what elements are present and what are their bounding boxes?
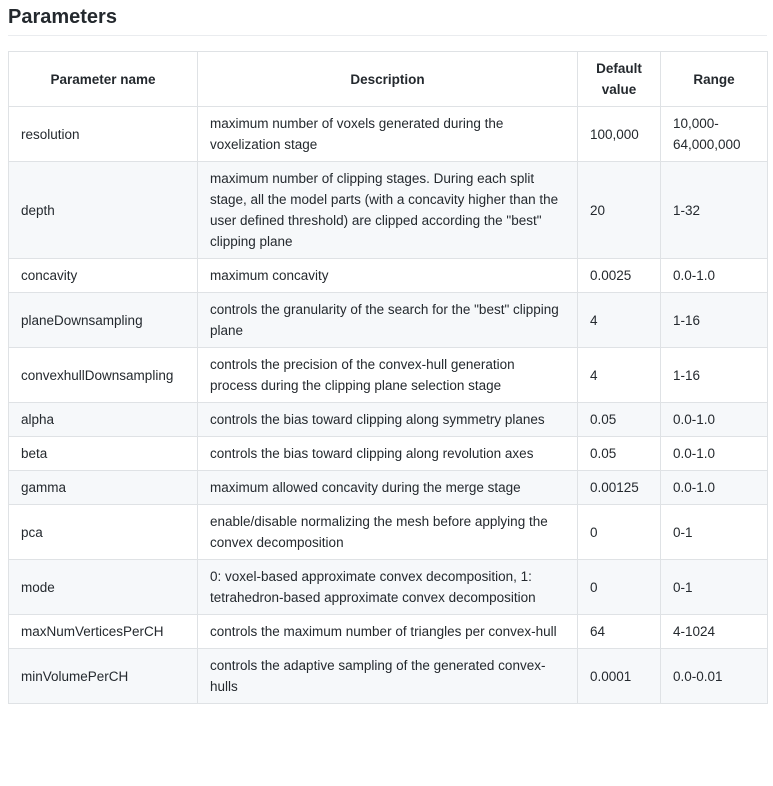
cell-description: controls the bias toward clipping along symmetry planes — [198, 403, 578, 437]
parameters-table — [8, 51, 768, 704]
cell-default-value: 0.0025 — [578, 259, 661, 293]
cell-description: controls the precision of the convex-hull generation process during the clipping plane selection stage — [198, 348, 578, 403]
cell-parameter-name: maxNumVerticesPerCH — [9, 615, 198, 649]
cell-default-value: 0 — [578, 560, 661, 615]
header-default-value: Default value — [578, 52, 661, 107]
cell-parameter-name: pca — [9, 505, 198, 560]
header-parameter-name: Parameter name — [9, 52, 198, 107]
cell-parameter-name: beta — [9, 437, 198, 471]
cell-parameter-name: depth — [9, 162, 198, 259]
table-row — [9, 403, 768, 437]
table-row — [9, 505, 768, 560]
cell-range: 1-16 — [661, 293, 768, 348]
cell-parameter-name: concavity — [9, 259, 198, 293]
cell-default-value: 0.0001 — [578, 649, 661, 704]
header-range: Range — [661, 52, 768, 107]
cell-default-value: 100,000 — [578, 107, 661, 162]
table-row — [9, 107, 768, 162]
cell-description: maximum number of voxels generated during the voxelization stage — [198, 107, 578, 162]
cell-default-value: 0.05 — [578, 403, 661, 437]
cell-range: 0.0-1.0 — [661, 471, 768, 505]
cell-default-value: 0.05 — [578, 437, 661, 471]
cell-default-value: 20 — [578, 162, 661, 259]
cell-description: controls the bias toward clipping along revolution axes — [198, 437, 578, 471]
cell-default-value: 4 — [578, 348, 661, 403]
cell-default-value: 64 — [578, 615, 661, 649]
cell-description: maximum allowed concavity during the merge stage — [198, 471, 578, 505]
cell-range: 0.0-1.0 — [661, 259, 768, 293]
cell-range: 4-1024 — [661, 615, 768, 649]
table-row — [9, 649, 768, 704]
table-row — [9, 471, 768, 505]
cell-parameter-name: mode — [9, 560, 198, 615]
table-row — [9, 348, 768, 403]
cell-range: 0-1 — [661, 560, 768, 615]
cell-description: controls the maximum number of triangles per convex-hull — [198, 615, 578, 649]
cell-parameter-name: alpha — [9, 403, 198, 437]
table-body — [9, 107, 768, 704]
cell-description: controls the granularity of the search for the "best" clipping plane — [198, 293, 578, 348]
cell-default-value: 4 — [578, 293, 661, 348]
table-row — [9, 437, 768, 471]
cell-description: maximum concavity — [198, 259, 578, 293]
table-row — [9, 162, 768, 259]
cell-description: enable/disable normalizing the mesh before applying the convex decomposition — [198, 505, 578, 560]
cell-range: 10,000-64,000,000 — [661, 107, 768, 162]
cell-parameter-name: resolution — [9, 107, 198, 162]
cell-parameter-name: minVolumePerCH — [9, 649, 198, 704]
cell-range: 0-1 — [661, 505, 768, 560]
table-row — [9, 293, 768, 348]
table-header-row — [9, 52, 768, 107]
cell-range: 0.0-1.0 — [661, 403, 768, 437]
cell-range: 0.0-0.01 — [661, 649, 768, 704]
header-description: Description — [198, 52, 578, 107]
cell-parameter-name: gamma — [9, 471, 198, 505]
table-row — [9, 560, 768, 615]
cell-description: 0: voxel-based approximate convex decomposition, 1: tetrahedron-based approximate convex decomposition — [198, 560, 578, 615]
cell-parameter-name: planeDownsampling — [9, 293, 198, 348]
cell-range: 1-16 — [661, 348, 768, 403]
cell-default-value: 0.00125 — [578, 471, 661, 505]
table-row — [9, 259, 768, 293]
cell-description: maximum number of clipping stages. During each split stage, all the model parts (with a concavity higher than the user defined threshold) are clipped according the "best" clipping plane — [198, 162, 578, 259]
cell-description: controls the adaptive sampling of the generated convex-hulls — [198, 649, 578, 704]
cell-range: 1-32 — [661, 162, 768, 259]
cell-parameter-name: convexhullDownsampling — [9, 348, 198, 403]
table-row — [9, 615, 768, 649]
cell-default-value: 0 — [578, 505, 661, 560]
section-heading: Parameters — [8, 0, 767, 36]
cell-range: 0.0-1.0 — [661, 437, 768, 471]
